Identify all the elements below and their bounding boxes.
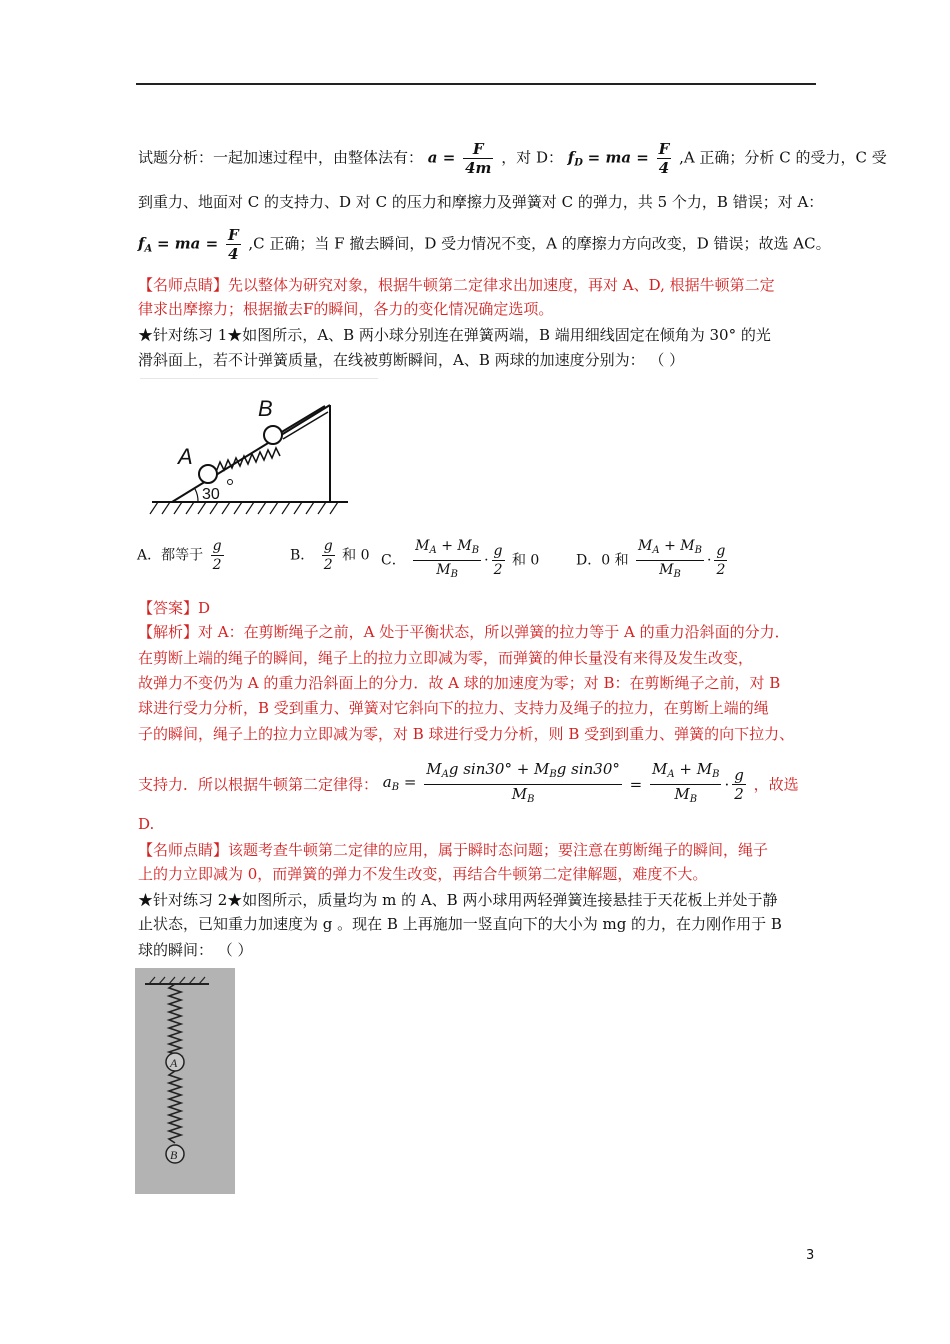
explain-line-4: 球进行受力分析，B 受到重力、弹簧对它斜向下的拉力、支持力及绳子的拉力，在剪断上端的绳 bbox=[138, 699, 769, 717]
explain-line-3: 故弹力不变仍为 A 的重力沿斜面上的分力．故 A 球的加速度为零；对 B：在剪断绳子之前，对 B bbox=[138, 674, 781, 692]
analysis-line-1: 试题分析：一起加速过程中，由整体法有： a = $\frac{F}{4m}$ ，对 D： $f_D$ = ma = $\frac{F}{4}$ ,A 正确；分析 C 的受力，C 受 bbox=[138, 140, 887, 177]
tip2-line-1: 【名师点睛】该题考查牛顿第二定律的应用，属于瞬时态问题；要注意在剪断绳子的瞬间，绳子 bbox=[138, 841, 769, 859]
tip1-line-2: 律求出摩擦力；根据撤去F的瞬间，各力的变化情况确定选项。 bbox=[138, 300, 554, 318]
explain-line-1: 【解析】对 A：在剪断绳子之前，A 处于平衡状态，所以弹簧的拉力等于 A 的重力沿斜面的分力． bbox=[138, 623, 790, 641]
analysis-line-2: 到重力、地面对 C 的支持力、D 对 C 的压力和摩擦力及弹簧对 C 的弹力，共 5 个力，B 错误；对 A： bbox=[138, 193, 824, 211]
option-a[interactable]: A．都等于 $\frac{g}{2}$ bbox=[137, 538, 222, 573]
svg-text:B: B bbox=[170, 1148, 178, 1162]
q1-line-1: ★针对练习 1★如图所示，A、B 两小球分别连在弹簧两端，B 端用细线固定在倾角为 30° 的光 bbox=[138, 326, 771, 344]
header-rule bbox=[136, 83, 816, 85]
label-a: A bbox=[178, 444, 193, 469]
explain-line-5: 子的瞬间，绳子上的拉力立即减为零，对 B 球进行受力分析，则 B 受到到重力、弹簧的向下拉力、 bbox=[138, 725, 795, 743]
fraction-f-over-4: $\frac{F}{4}$ bbox=[658, 140, 670, 177]
fraction-f-over-4m: $\frac{F}{4m}$ bbox=[465, 140, 492, 177]
explain-line-7: D. bbox=[138, 815, 155, 833]
q2-line-2: 止状态，已知重力加速度为 g 。现在 B 上再施加一竖直向下的大小为 mg 的力，在力刚作用于 B bbox=[138, 915, 782, 933]
option-c[interactable]: C． $\frac{M_A + M_B}{M_B}$ · $\frac{g}{2}$ 和 0 bbox=[381, 538, 540, 580]
q2-line-1: ★针对练习 2★如图所示，质量均为 m 的 A、B 两小球用两轻弹簧连接悬挂于天花板上并处于静 bbox=[138, 891, 778, 909]
explain-line-6: 支持力．所以根据牛顿第二定律得： $a_B$ = $\frac{M_Ag \sin 30^\circ + M_Bg \sin 30^\circ}{M_B}$ = $\frac{M_A + M_B}{M_B}$ · $\frac{g}{2}$ ，故选 bbox=[138, 760, 799, 805]
hanging-springs-figure bbox=[135, 968, 235, 1194]
ball-a bbox=[199, 465, 217, 483]
incline-surface bbox=[172, 405, 330, 502]
tip1-line-1: 【名师点睛】先以整体为研究对象，根据牛顿第二定律求出加速度，再对 A、D, 根据牛顿第二定 bbox=[138, 276, 775, 294]
explain-line-2: 在剪断上端的绳子的瞬间，绳子上的拉力立即减为零，而弹簧的伸长量没有来得及发生改变， bbox=[138, 649, 754, 667]
incline-figure bbox=[140, 378, 380, 523]
option-b[interactable]: B． $\frac{g}{2}$ 和 0 bbox=[290, 538, 370, 573]
label-b: B bbox=[258, 396, 273, 421]
answer: 【答案】D bbox=[138, 599, 211, 617]
svg-text:A: A bbox=[170, 1056, 178, 1070]
tip2-line-2: 上的力立即减为 0，而弹簧的弹力不发生改变，再结合牛顿第二定律解题，难度不大。 bbox=[138, 865, 708, 883]
ball-b bbox=[264, 426, 282, 444]
string bbox=[280, 406, 325, 433]
q2-line-3: 球的瞬间： （ ） bbox=[138, 941, 253, 959]
fraction-f-over-4: $\frac{F}{4}$ bbox=[227, 226, 239, 263]
option-d[interactable]: D．0 和 $\frac{M_A + M_B}{M_B}$ · $\frac{g}{2}$ bbox=[576, 538, 726, 580]
analysis-line-3: $f_A$ = ma = $\frac{F}{4}$ ,C 正确；当 F 撤去瞬间，D 受力情况不变，A 的摩擦力方向改变，D 错误；故选 AC。 bbox=[138, 226, 831, 263]
page-number: 3 bbox=[806, 1248, 815, 1263]
angle-label: 30 bbox=[202, 486, 220, 503]
q1-line-2: 滑斜面上，若不计弹簧质量，在线被剪断瞬间，A、B 两球的加速度分别为： （ ） bbox=[138, 351, 685, 369]
